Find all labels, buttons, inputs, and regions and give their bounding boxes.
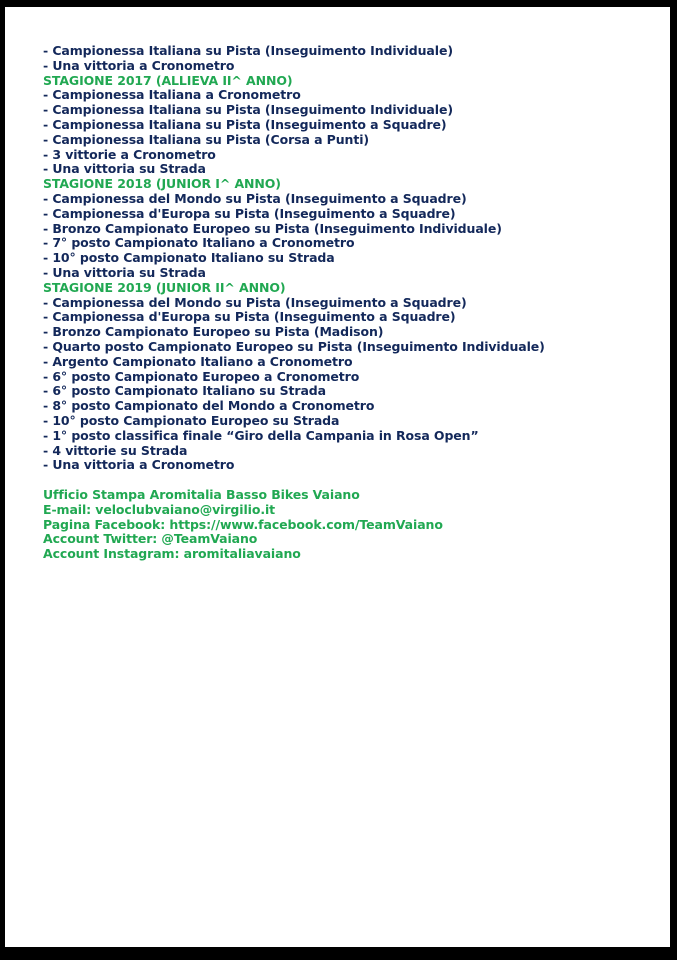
press-office-label: Ufficio Stampa Aromitalia Basso Bikes Vaiano bbox=[43, 486, 360, 502]
list-item: - Campionessa Italiana su Pista (Inseguimento a Squadre) bbox=[43, 116, 447, 132]
facebook-contact: Pagina Facebook: https://www.facebook.com/TeamVaiano bbox=[43, 516, 443, 532]
section-spacer bbox=[43, 473, 663, 488]
list-item: - Quarto posto Campionato Europeo su Pista (Inseguimento Individuale) bbox=[43, 338, 545, 354]
list-item: - Una vittoria a Cronometro bbox=[43, 457, 235, 473]
list-item: - 10° posto Campionato Europeo su Strada bbox=[43, 412, 340, 428]
season-heading-2017: STAGIONE 2017 (ALLIEVA II^ ANNO) bbox=[43, 72, 293, 88]
twitter-contact: Account Twitter: @TeamVaiano bbox=[43, 531, 258, 547]
list-item: - 3 vittorie a Cronometro bbox=[43, 146, 216, 162]
list-item: - Una vittoria su Strada bbox=[43, 264, 206, 280]
list-item: - 10° posto Campionato Italiano su Strada bbox=[43, 250, 335, 266]
season-heading-2018: STAGIONE 2018 (JUNIOR I^ ANNO) bbox=[43, 176, 281, 192]
list-item: - Campionessa Italiana a Cronometro bbox=[43, 87, 301, 103]
list-item: - Campionessa Italiana su Pista (Corsa a Punti) bbox=[43, 131, 370, 147]
list-item: - Una vittoria a Cronometro bbox=[43, 57, 235, 73]
list-item: - Una vittoria su Strada bbox=[43, 161, 206, 177]
document-page bbox=[5, 7, 670, 947]
list-item: - Campionessa del Mondo su Pista (Inseguimento a Squadre) bbox=[43, 294, 467, 310]
list-item: - 6° posto Campionato Europeo a Cronometro bbox=[43, 368, 360, 384]
instagram-contact: Account Instagram: aromitaliavaiano bbox=[43, 546, 301, 562]
list-item: - 4 vittorie su Strada bbox=[43, 442, 188, 458]
season-heading-2019: STAGIONE 2019 (JUNIOR II^ ANNO) bbox=[43, 279, 286, 295]
email-contact: E-mail: veloclubvaiano@virgilio.it bbox=[43, 501, 276, 517]
list-item: - 6° posto Campionato Italiano su Strada bbox=[43, 383, 326, 399]
list-item: - Campionessa d'Europa su Pista (Inseguimento a Squadre) bbox=[43, 309, 456, 325]
list-item: - Campionessa Italiana su Pista (Inseguimento Individuale) bbox=[43, 102, 453, 118]
list-item: - 8° posto Campionato del Mondo a Cronometro bbox=[43, 398, 375, 414]
list-item: - Argento Campionato Italiano a Cronometro bbox=[43, 353, 353, 369]
list-item: - Campionessa Italiana su Pista (Inseguimento Individuale) bbox=[43, 43, 453, 58]
list-item: - Campionessa del Mondo su Pista (Inseguimento a Squadre) bbox=[43, 190, 467, 206]
list-item: - Bronzo Campionato Europeo su Pista (Inseguimento Individuale) bbox=[43, 220, 502, 236]
list-item: - 1° posto classifica finale “Giro della Campania in Rosa Open” bbox=[43, 427, 479, 443]
list-item: - Bronzo Campionato Europeo su Pista (Madison) bbox=[43, 324, 384, 340]
list-item: - Campionessa d'Europa su Pista (Inseguimento a Squadre) bbox=[43, 205, 456, 221]
list-item: - 7° posto Campionato Italiano a Cronometro bbox=[43, 235, 355, 251]
document-body bbox=[43, 44, 663, 562]
